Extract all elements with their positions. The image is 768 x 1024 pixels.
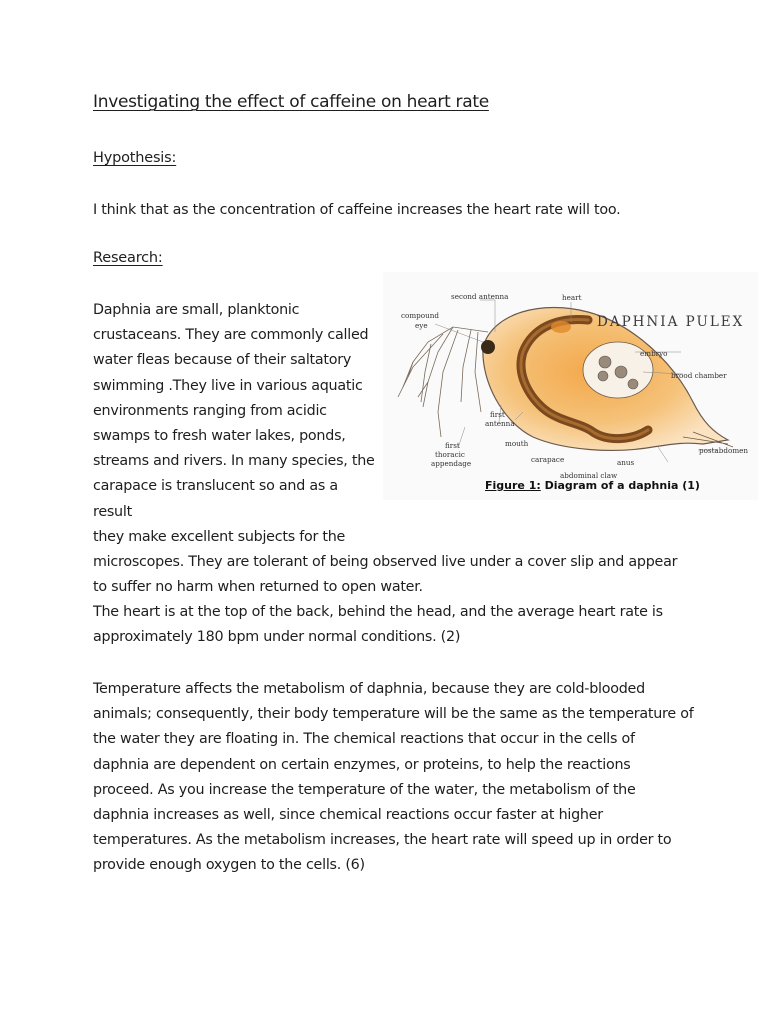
temperature-paragraph (93, 677, 693, 879)
text-line: streams and rivers. In many species, the (93, 453, 375, 470)
label-compound-eye: compound (401, 311, 439, 320)
embryo-drawing (628, 379, 638, 389)
label-anus: anus (617, 458, 635, 467)
text-line: daphnia are dependent on certain enzymes, or proteins, to help the reactions (93, 756, 631, 773)
compound-eye-drawing (481, 340, 495, 354)
label-compound-eye: eye (415, 321, 428, 330)
text-line: The heart is at the top of the back, behind the head, and the average heart rate is (93, 604, 663, 620)
embryo-drawing (598, 371, 608, 381)
species-label: DAPHNIA PULEX (597, 314, 745, 330)
text-line: Daphnia are small, planktonic (93, 302, 300, 318)
text-line: they make excellent subjects for the (93, 528, 346, 545)
text-line: water fleas because of their saltatory (93, 352, 352, 369)
label-embryo: embryo (640, 349, 668, 358)
text-line: provide enough oxygen to the cells. (6) (93, 857, 365, 874)
label-carapace: carapace (531, 455, 565, 464)
embryo-drawing (615, 366, 627, 378)
hypothesis-heading: Hypothesis: (93, 150, 177, 166)
figure-caption-label: Figure 1: (485, 479, 541, 492)
daphnia-figure (383, 272, 758, 500)
text-line: daphnia increases as well, since chemical reactions occur faster at higher (93, 807, 603, 824)
text-line: approximately 180 bpm under normal conditions. (2) (93, 629, 461, 646)
label-first-antenna: first (490, 410, 505, 419)
text-line: to suffer no harm when returned to open water. (93, 579, 423, 596)
document-title: Investigating the effect of caffeine on heart rate (93, 92, 489, 112)
heart-drawing (551, 321, 571, 333)
text-line: carapace is translucent so and as a result (93, 478, 338, 520)
label-mouth: mouth (505, 439, 529, 448)
figure-caption (485, 479, 700, 492)
text-line: animals; consequently, their body temperature will be the same as the temperature of (93, 706, 694, 723)
text-line: crustaceans. They are commonly called (93, 327, 369, 344)
text-line: environments ranging from acidic (93, 402, 327, 419)
text-line: temperatures. As the metabolism increases, the heart rate will speed up in order to (93, 832, 672, 849)
label-first-thoracic-appendage: thoracic (435, 450, 465, 459)
label-heart: heart (562, 293, 582, 302)
text-line: proceed. As you increase the temperature of the water, the metabolism of the (93, 781, 636, 798)
text-line: the water they are floating in. The chemical reactions that occur in the cells of (93, 731, 635, 748)
embryo-drawing (599, 356, 611, 368)
heart-paragraph (93, 600, 663, 650)
label-second-antenna: second antenna (451, 292, 509, 301)
figure-caption-text: Diagram of a daphnia (1) (540, 479, 700, 492)
text-line: swimming .They live in various aquatic (93, 377, 363, 394)
research-heading: Research: (93, 250, 163, 266)
label-abdominal-claw: abdominal claw (560, 471, 618, 480)
label-first-thoracic-appendage: first (445, 441, 460, 450)
text-line: Temperature affects the metabolism of daphnia, because they are cold-blooded (93, 681, 645, 697)
daphnia-diagram (383, 272, 758, 500)
label-postabdomen: postabdomen (699, 446, 749, 455)
label-first-antenna: antenna (485, 419, 515, 428)
text-line: swamps to fresh water lakes, ponds, (93, 428, 346, 445)
label-first-thoracic-appendage: appendage (431, 459, 472, 468)
hypothesis-text: I think that as the concentration of caffeine increases the heart rate will too. (93, 202, 621, 218)
text-line: microscopes. They are tolerant of being observed live under a cover slip and appear (93, 554, 678, 571)
label-brood-chamber: brood chamber (671, 371, 727, 380)
